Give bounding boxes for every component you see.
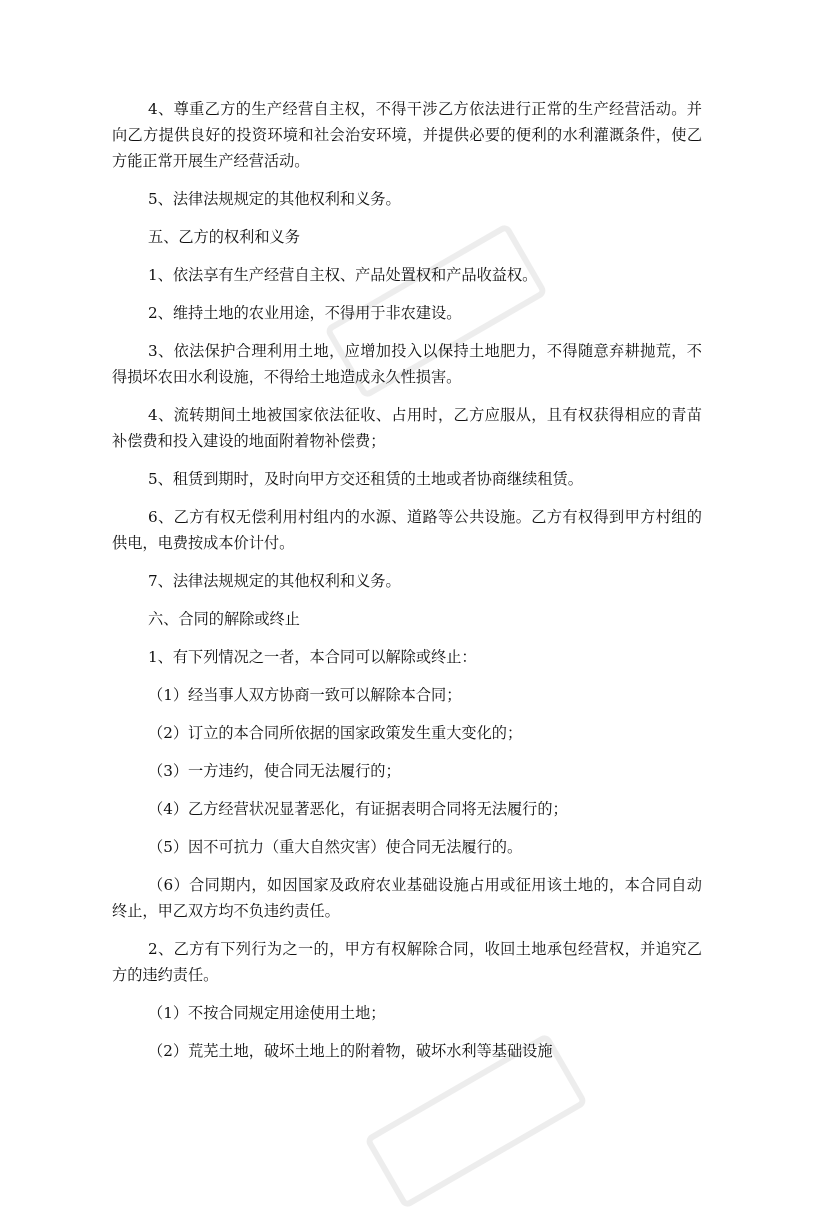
paragraph: 7、法律法规规定的其他权利和义务。 xyxy=(148,572,401,590)
paragraph: 1、依法享有生产经营自主权、产品处置权和产品收益权。 xyxy=(148,266,538,284)
paragraph: 1、有下列情况之一者，本合同可以解除或终止： xyxy=(148,648,477,666)
paragraph: 2、乙方有下列行为之一的，甲方有权解除合同，收回土地承包经营权，并追究乙方的违约责任。 xyxy=(112,940,702,984)
section-heading: 五、乙方的权利和义务 xyxy=(148,228,300,246)
section-heading: 六、合同的解除或终止 xyxy=(148,610,300,628)
list-item: （2）荒芜土地，破坏土地上的附着物，破坏水利等基础设施 xyxy=(148,1042,553,1060)
paragraph: 3、依法保护合理利用土地，应增加投入以保持土地肥力，不得随意弃耕抛荒，不得损坏农田水利设施，不得给土地造成永久性损害。 xyxy=(112,342,702,386)
list-item: （3）一方违约，使合同无法履行的； xyxy=(148,762,401,780)
paragraph: 6、乙方有权无偿利用村组内的水源、道路等公共设施。乙方有权得到甲方村组的供电，电费按成本价计付。 xyxy=(112,508,702,552)
list-item: （6）合同期内，如因国家及政府农业基础设施占用或征用该土地的，本合同自动终止，甲乙双方均不负违约责任。 xyxy=(112,876,702,920)
paragraph: 5、租赁到期时，及时向甲方交还租赁的土地或者协商继续租赁。 xyxy=(148,470,583,488)
list-item: （1）不按合同规定用途使用土地； xyxy=(148,1004,386,1022)
list-item: （1）经当事人双方协商一致可以解除本合同； xyxy=(148,686,462,704)
list-item: （2）订立的本合同所依据的国家政策发生重大变化的； xyxy=(148,724,523,742)
paragraph: 2、维持土地的农业用途，不得用于非农建设。 xyxy=(148,304,462,322)
document-body xyxy=(112,96,702,1076)
paragraph: 5、法律法规规定的其他权利和义务。 xyxy=(148,190,401,208)
paragraph: 4、流转期间土地被国家依法征收、占用时，乙方应服从，且有权获得相应的青苗补偿费和投入建设的地面附着物补偿费； xyxy=(112,406,702,450)
list-item: （5）因不可抗力（重大自然灾害）使合同无法履行的。 xyxy=(148,838,523,856)
list-item: （4）乙方经营状况显著恶化，有证据表明合同将无法履行的； xyxy=(148,800,568,818)
paragraph: 4、尊重乙方的生产经营自主权，不得干涉乙方依法进行正常的生产经营活动。并向乙方提供良好的投资环境和社会治安环境，并提供必要的便利的水利灌溉条件，使乙方能正常开展生产经营活动。 xyxy=(112,100,702,170)
